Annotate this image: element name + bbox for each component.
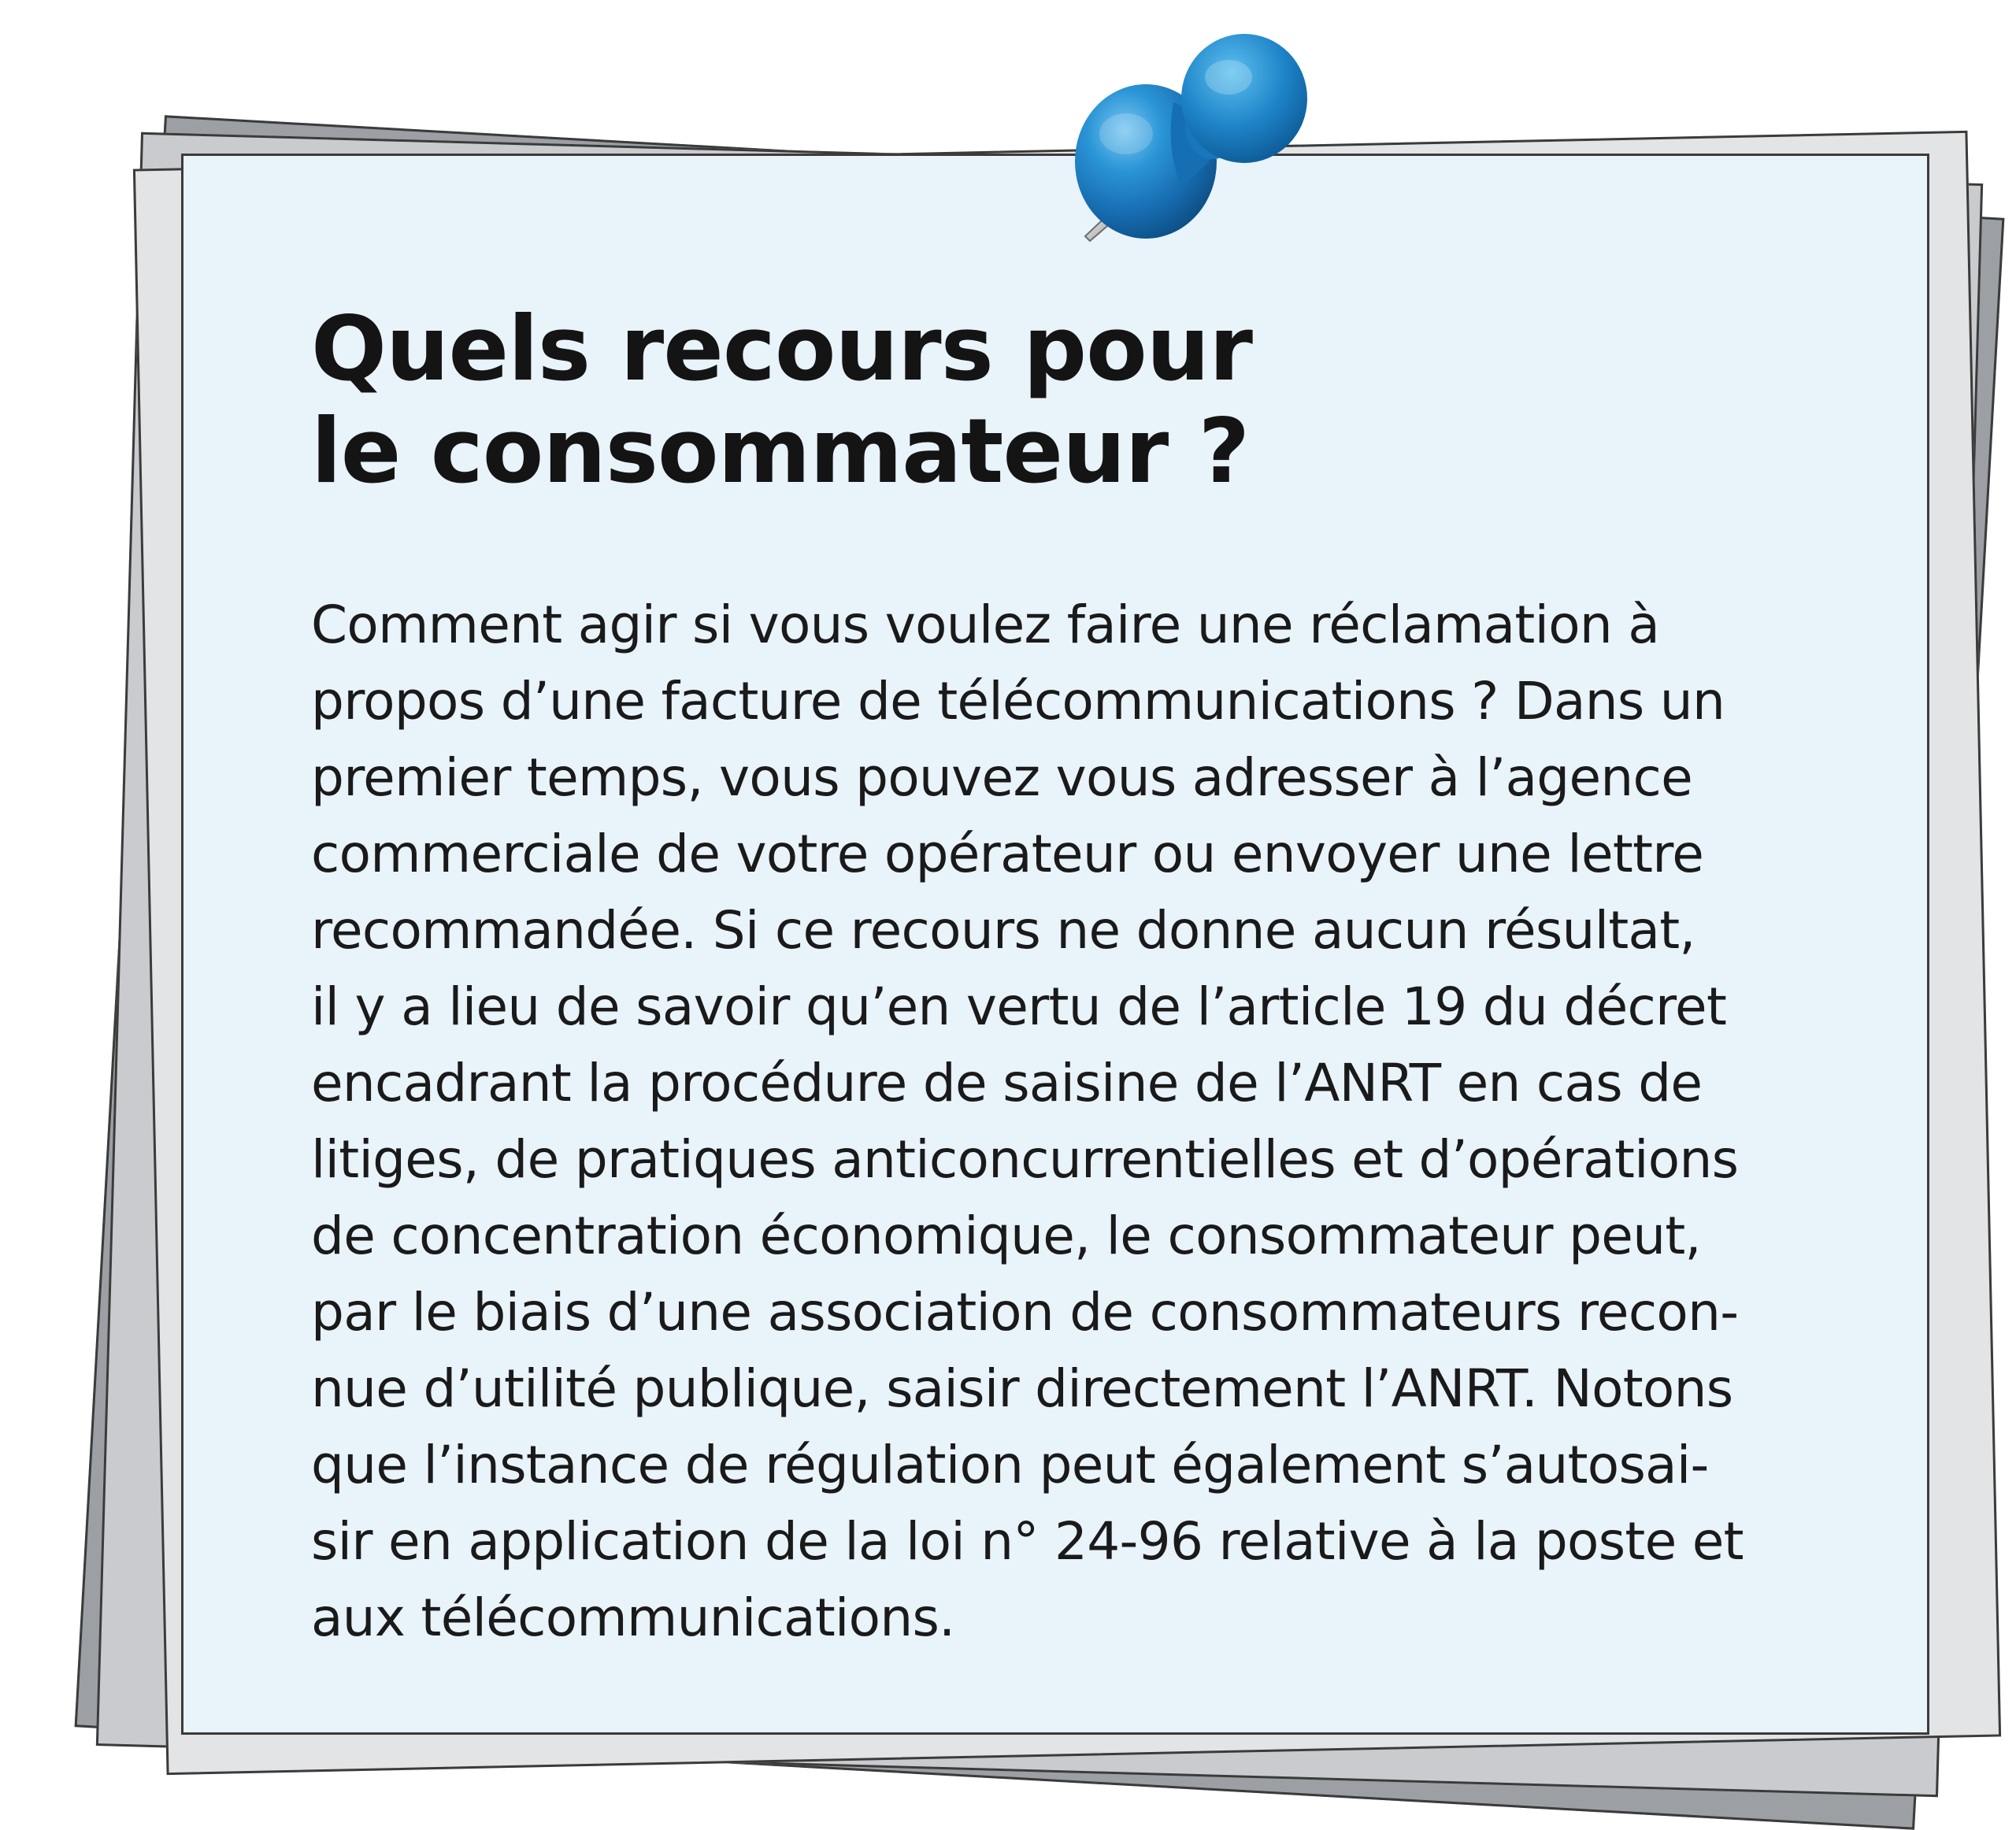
note-body <box>311 587 1894 1656</box>
title-line-1: Quels recours pour <box>311 297 1252 401</box>
body-line: premier temps, vous pouvez vous adresser à l’agence <box>311 747 1693 808</box>
body-line: de concentration économique, le consommateur peut, <box>311 1206 1701 1266</box>
title-line-2: le consommateur ? <box>311 399 1250 503</box>
body-line: aux télécommunications. <box>311 1587 955 1648</box>
body-line: nue d’utilité publique, saisir directement l’ANRT. Notons <box>311 1358 1733 1419</box>
body-line: que l’instance de régulation peut également s’autosai- <box>311 1435 1709 1495</box>
body-line: il y a lieu de savoir qu’en vertu de l’article 19 du décret <box>311 976 1727 1037</box>
body-line: litiges, de pratiques anticoncurrentielles et d’opérations <box>311 1129 1739 1190</box>
body-line: encadrant la procédure de saisine de l’ANRT en cas de <box>311 1053 1703 1113</box>
note-title <box>311 298 1807 502</box>
body-line: par le biais d’une association de consommateurs recon- <box>311 1282 1739 1343</box>
pushpin-icon <box>1055 24 1315 260</box>
body-line: commerciale de votre opérateur ou envoyer une lettre <box>311 824 1704 884</box>
body-line: recommandée. Si ce recours ne donne aucun résultat, <box>311 900 1695 961</box>
body-line: propos d’une facture de télécommunications ? Dans un <box>311 671 1725 732</box>
body-line: Comment agir si vous voulez faire une réclamation à <box>311 595 1660 655</box>
body-line: sir en application de la loi n° 24-96 relative à la poste et <box>311 1511 1744 1572</box>
